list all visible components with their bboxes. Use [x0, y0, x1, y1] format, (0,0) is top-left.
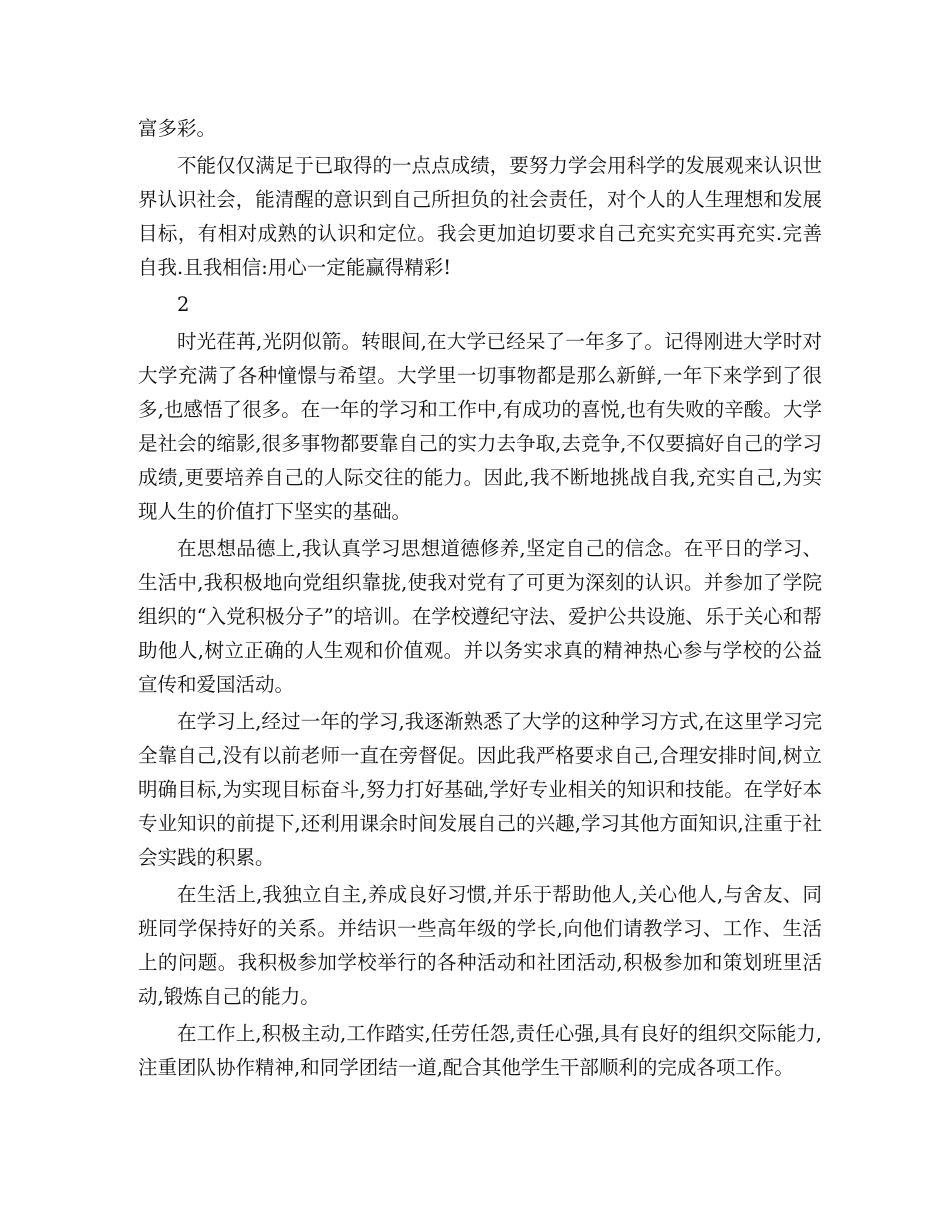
paragraph-ideology: 在思想品德上,我认真学习思想道德修养,坚定自己的信念。在平日的学习、生活中,我积极地向党组织靠拢,使我对党有了可更为深刻的认识。并参加了学院组织的“入党积极分子”的培训。在学校遵纪守法、爱护公共设施、乐于关心和帮助他人,树立正确的人生观和价值观。并以务实求真的精神热心参与学校的公益宣传和爱国活动。 [138, 537, 822, 696]
paragraph-conclusion: 不能仅仅满足于已取得的一点点成绩，要努力学会用科学的发展观来认识世界认识社会，能清醒的意识到自己所担负的社会责任，对个人的人生理想和发展目标，有相对成熟的认识和定位。我会更加迫切要求自己充实充实再充实.完善自我.且我相信:用心一定能赢得精彩! [138, 154, 822, 279]
paragraph-intro: 时光荏苒,光阴似箭。转眼间,在大学已经呆了一年多了。记得刚进大学时对大学充满了各种憧憬与希望。大学里一切事物都是那么新鲜,一年下来学到了很多,也感悟了很多。在一年的学习和工作中,有成功的喜悦,也有失败的辛酸。大学是社会的缩影,很多事物都要靠自己的实力去争取,去竞争,不仅要搞好自己的学习成绩,更要培养自己的人际交往的能力。因此,我不断地挑战自我,充实自己,为实现人生的价值打下坚实的基础。 [138, 330, 822, 523]
paragraph-study: 在学习上,经过一年的学习,我逐渐熟悉了大学的这种学习方式,在这里学习完全靠自己,没有以前老师一直在旁督促。因此我严格要求自己,合理安排时间,树立明确目标,为实现目标奋斗,努力打好基础,学好专业相关的知识和技能。在学好本专业知识的前提下,还利用课余时间发展自己的兴趣,学习其他方面知识,注重于社会实践的积累。 [138, 710, 822, 869]
paragraph-life: 在生活上,我独立自主,养成良好习惯,并乐于帮助他人,关心他人,与舍友、同班同学保持好的关系。并结识一些高年级的学长,向他们请教学习、工作、生活上的问题。我积极参加学校举行的各种活动和社团活动,积极参加和策划班里活动,锻炼自己的能力。 [138, 883, 822, 1008]
section-number: 2 [177, 293, 190, 316]
paragraph-work: 在工作上,积极主动,工作踏实,任劳任怨,责任心强,具有良好的组织交际能力,注重团队协作精神,和同学团结一道,配合其他学生干部顺利的完成各项工作。 [138, 1022, 822, 1079]
paragraph-continuation: 富多彩。 [138, 117, 217, 140]
document-body [138, 112, 822, 1088]
